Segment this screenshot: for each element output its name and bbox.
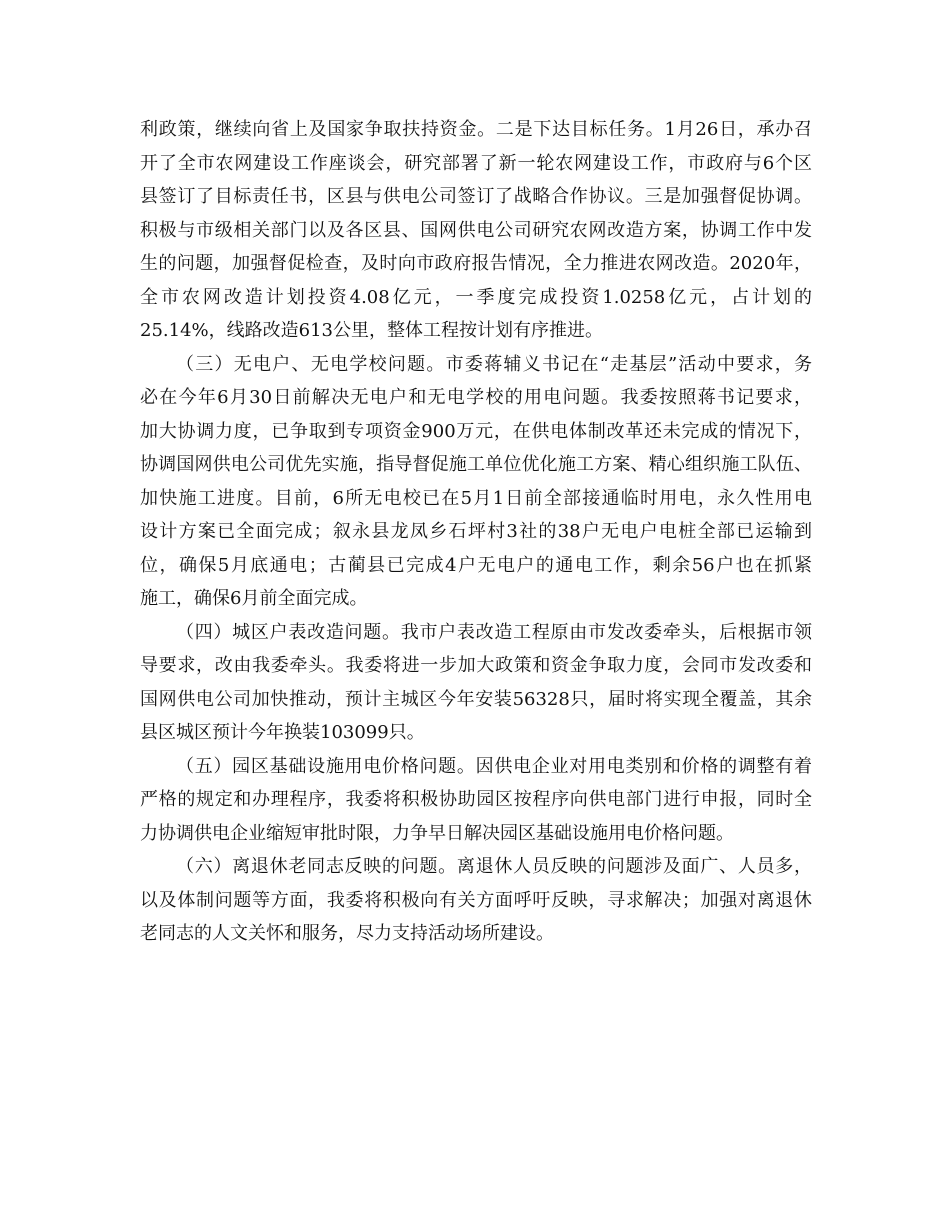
text-line: （五）园区基础设施用电价格问题。因供电企业对用电类别和价格的调整有着: [176, 755, 812, 777]
text-line: 国网供电公司加快推动，预计主城区今年安装56328只，届时将实现全覆盖，其余: [140, 688, 812, 710]
text-line: 协调国网供电公司优先实施，指导督促施工单位优化施工方案、精心组织施工队伍、: [140, 454, 812, 475]
text-line: （三）无电户、无电学校问题。市委蒋辅义书记在“走基层”活动中要求，务: [176, 353, 812, 375]
text-line: 以及体制问题等方面，我委将积极向有关方面呼吁反映，寻求解决；加强对离退休: [140, 889, 812, 911]
text-line: （六）离退休老同志反映的问题。离退休人员反映的问题涉及面广、人员多，: [176, 856, 812, 877]
text-line: 必在今年6月30日前解决无电户和无电学校的用电问题。我委按照蒋书记要求，: [140, 387, 812, 408]
text-line: 县签订了目标责任书，区县与供电公司签订了战略合作协议。三是加强督促协调。: [140, 186, 812, 207]
paragraph-continued: [140, 113, 812, 348]
paragraph-section-5: [140, 750, 812, 851]
text-line: 积极与市级相关部门以及各区县、国网供电公司研究农网改造方案，协调工作中发: [140, 219, 812, 241]
text-line: 县区城区预计今年换装103099只。: [140, 722, 425, 743]
text-line: 施工，确保6月前全面完成。: [140, 588, 368, 609]
text-line: 25.14%，线路改造613公里，整体工程按计划有序推进。: [140, 320, 603, 341]
text-line: （四）城区户表改造问题。我市户表改造工程原由市发改委牵头，后根据市领: [176, 621, 812, 643]
text-line: 力协调供电企业缩短审批时限，力争早日解决园区基础设施用电价格问题。: [140, 822, 734, 844]
text-line: 利政策，继续向省上及国家争取扶持资金。二是下达目标任务。1月26日，承办召: [140, 119, 812, 140]
text-line: 开了全市农网建设工作座谈会，研究部署了新一轮农网建设工作，市政府与6个区: [140, 152, 812, 174]
text-line: 加快施工进度。目前，6所无电校已在5月1日前全部接通临时用电，永久性用电: [140, 487, 812, 509]
text-line: 加大协调力度，已争取到专项资金900万元，在供电体制改革还未完成的情况下，: [140, 420, 812, 442]
paragraph-section-6: [140, 850, 812, 951]
text-line: 老同志的人文关怀和服务，尽力支持活动场所建设。: [140, 923, 554, 944]
text-line: 导要求，改由我委牵头。我委将进一步加大政策和资金争取力度，会同市发改委和: [140, 655, 812, 676]
paragraph-section-4: [140, 616, 812, 750]
text-line: 全市农网改造计划投资4.08亿元，一季度完成投资1.0258亿元，占计划的: [140, 286, 812, 308]
text-line: 设计方案已全面完成；叙永县龙凤乡石坪村3社的38户无电户电桩全部已运输到: [140, 521, 812, 542]
text-line: 生的问题，加强督促检查，及时向市政府报告情况，全力推进农网改造。2020年，: [140, 253, 812, 274]
text-line: 位，确保5月底通电；古蔺县已完成4户无电户的通电工作，剩余56户也在抓紧: [140, 554, 812, 576]
document-body: [140, 113, 812, 951]
paragraph-section-3: [140, 348, 812, 616]
text-line: 严格的规定和办理程序，我委将积极协助园区按程序向供电部门进行申报，同时全: [140, 789, 812, 810]
